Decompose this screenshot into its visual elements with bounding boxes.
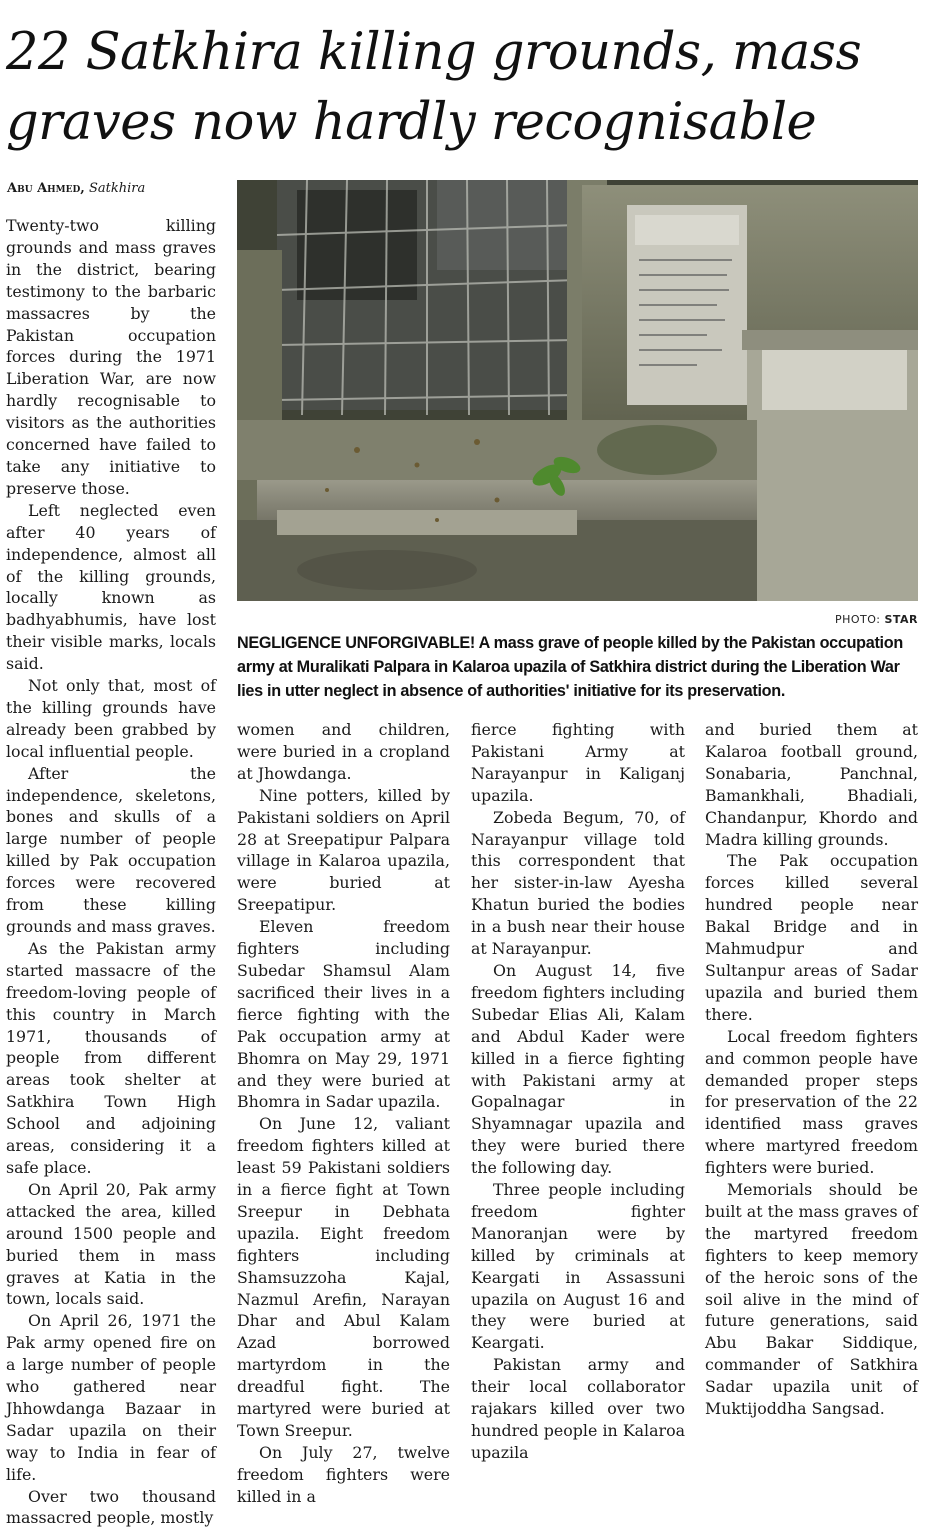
paragraph: fierce fighting with Pakistani Army at Narayanpur in Kaliganj upazila. <box>471 720 685 805</box>
byline <box>7 181 145 196</box>
photo-credit-label: PHOTO: <box>834 613 881 626</box>
paragraph: On July 27, twelve freedom fighters were killed in a <box>237 1442 450 1506</box>
mass-grave-photo <box>237 180 918 601</box>
article-column-1 <box>6 215 216 1528</box>
paragraph: women and children, were buried in a cropland at Jhowdanga. <box>237 720 450 783</box>
paragraph: The Pak occupation forces killed several hundred people near Bakal Bridge and in Mahmudpur and Sultanpur areas of Sadar upazila and buried them there. <box>705 851 918 1024</box>
photo-credit <box>835 613 918 626</box>
paragraph: Eleven freedom fighters including Subedar Shamsul Alam sacrificed their lives in a fierce fighting with the Pak occupation army at Bhomra on May 29, 1971 and they were buried at Bhomra in Sadar upazila. <box>237 917 450 1112</box>
paragraph: Nine potters, killed by Pakistani soldiers on April 28 at Sreepatipur Palpara village in Kalaroa upazila, were buried at Sreepatipur. <box>237 785 450 915</box>
paragraph: Three people including freedom fighter Manoranjan were by killed by criminals at Keargati in Assassuni upazila on August 16 and they were buried at Keargati. <box>471 1180 685 1353</box>
paragraph: Twenty-two killing grounds and mass graves in the district, bearing testimony to the barbaric massacres by the Pakistan occupation forces during the 1971 Liberation War, are now hardly recognisable to visitors as the authorities concerned have failed to take any initiative to preserve those. <box>6 216 216 498</box>
paragraph: Pakistan army and their local collaborator rajakars killed over two hundred people in Kalaroa upazila <box>471 1355 685 1462</box>
byline-location: Satkhira <box>88 181 146 196</box>
paragraph: Local freedom fighters and common people have demanded proper steps for preservation of the 22 identified mass graves where martyred freedom fighters were buried. <box>705 1026 918 1178</box>
photo-caption <box>237 631 918 703</box>
paragraph: On June 12, valiant freedom fighters killed at least 59 Pakistani soldiers in a fierce fight at Town Sreepur in Debhata upazila. Eight freedom fighters including Shamsuzzoha Kajal, Nazmul Arefin, Narayan Dhar and Abul Kalam Azad borrowed martyrdom in the dreadful fight. The martyred were buried at Town Sreepur. <box>237 1114 450 1440</box>
paragraph: On April 26, 1971 the Pak army opened fire on a large number of people who gathered near Jhhowdanga Bazaar in Sadar upazila on their way to India in fear of life. <box>6 1311 216 1484</box>
caption-lead: NEGLIGENCE UNFORGIVABLE! <box>237 634 476 652</box>
paragraph: and buried them at Kalaroa football ground, Sonabaria, Panchnal, Bamankhali, Bhadiali, Chandanpur, Khordo and Madra killing grounds. <box>705 720 918 849</box>
article-column-3 <box>471 719 685 1462</box>
paragraph: Left neglected even after 40 years of independence, almost all of the killing grounds, locally known as badhyabhumis, have lost their visible marks, locals said. <box>6 500 216 674</box>
byline-author: Abu Ahmed, <box>7 181 85 196</box>
article-column-4 <box>705 719 918 1419</box>
paragraph: On August 14, five freedom fighters including Subedar Elias Ali, Kalam and Abdul Kader were killed in a fierce fighting with Pakistani army at Gopalnagar in Shyamnagar upazila and they were buried there the following day. <box>471 960 685 1178</box>
paragraph: Memorials should be built at the mass graves of the martyred freedom fighters to keep memory of the heroic sons of the soil alive in the mind of future generations, said Abu Bakar Siddique, commander of Satkhira Sadar upazila unit of Muktijoddha Sangsad. <box>705 1180 918 1419</box>
paragraph: After the independence, skeletons, bones and skulls of a large number of people killed by Pak occupation forces were recovered from these killing grounds and mass graves. <box>6 763 216 936</box>
paragraph: As the Pakistan army started massacre of the freedom-loving people of this country in March 1971, thousands of people from different areas took shelter at Satkhira Town High School and adjoining areas, considering it a safe place. <box>6 938 216 1177</box>
paragraph: Zobeda Begum, 70, of Narayanpur village told this correspondent that her sister-in-law Ayesha Khatun buried the bodies in a bush near their house at Narayanpur. <box>471 807 685 959</box>
photo-credit-source: STAR <box>884 613 918 626</box>
paragraph: Not only that, most of the killing grounds have already been grabbed by local influential people. <box>6 676 216 761</box>
headline: 22 Satkhira killing grounds, mass graves now hardly recognisable <box>6 23 862 152</box>
paragraph: Over two thousand massacred people, mostly <box>6 1486 216 1528</box>
paragraph: On April 20, Pak army attacked the area, killed around 1500 people and buried them in mass graves at Katia in the town, locals said. <box>6 1179 216 1309</box>
caption-text: A mass grave of people killed by the Pakistan occupation army at Muralikati Palpara in Kalaroa upazila of Satkhira district during the Liberation War lies in utter neglect in absence of authorities' initiative for its preservation. <box>237 634 903 700</box>
article-column-2 <box>237 719 450 1506</box>
